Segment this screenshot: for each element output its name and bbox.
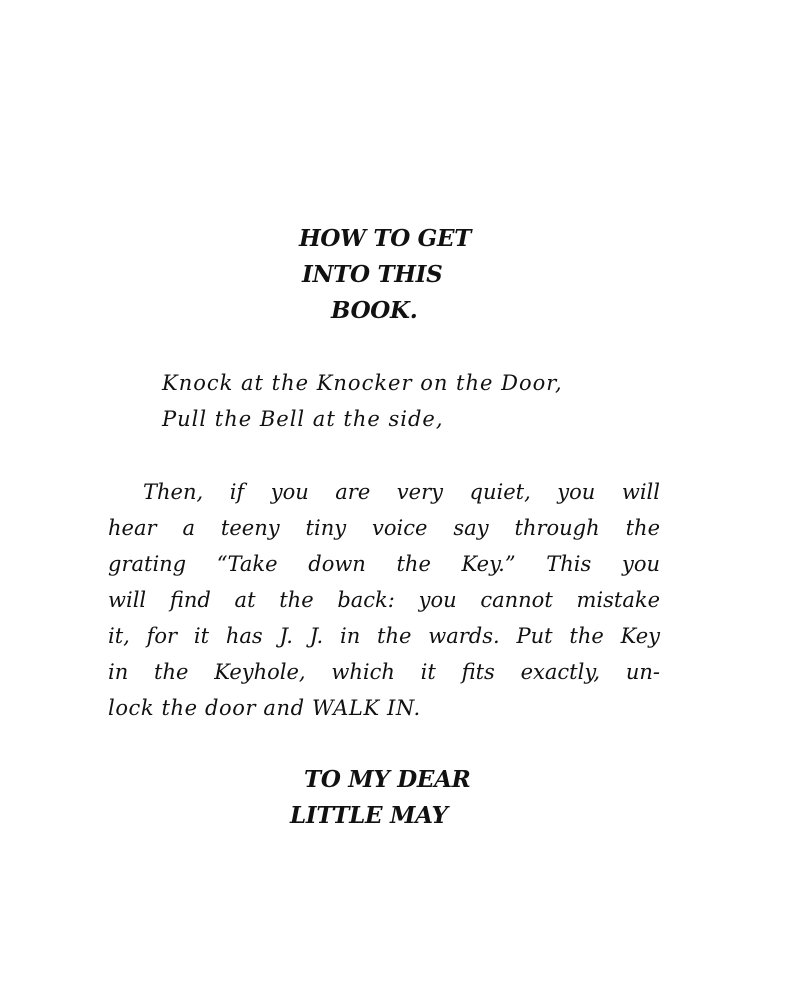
paragraph-line: grating “Take down the Key.” This you — [108, 552, 660, 576]
title-line-3: BOOK. — [331, 297, 418, 324]
instruction-line-1: Knock at the Knocker on the Door, — [162, 371, 563, 395]
paragraph-line: will find at the back: you cannot mistake — [108, 588, 660, 612]
paragraph-line: hear a teeny tiny voice say through the — [108, 516, 660, 540]
instruction-line-2: Pull the Bell at the side, — [162, 407, 444, 431]
paragraph-line: in the Keyhole, which it fits exactly, un- — [108, 660, 660, 684]
dedication-line-2: LITTLE MAY — [290, 802, 448, 829]
title-line-1: HOW TO GET — [299, 225, 472, 252]
paragraph-line: it, for it has J. J. in the wards. Put the Key — [108, 624, 660, 648]
dedication-line-1: TO MY DEAR — [304, 766, 471, 793]
paragraph-line: lock the door and WALK IN. — [108, 696, 421, 720]
paragraph-line: Then, if you are very quiet, you will — [143, 480, 660, 504]
title-line-2: INTO THIS — [302, 261, 443, 288]
